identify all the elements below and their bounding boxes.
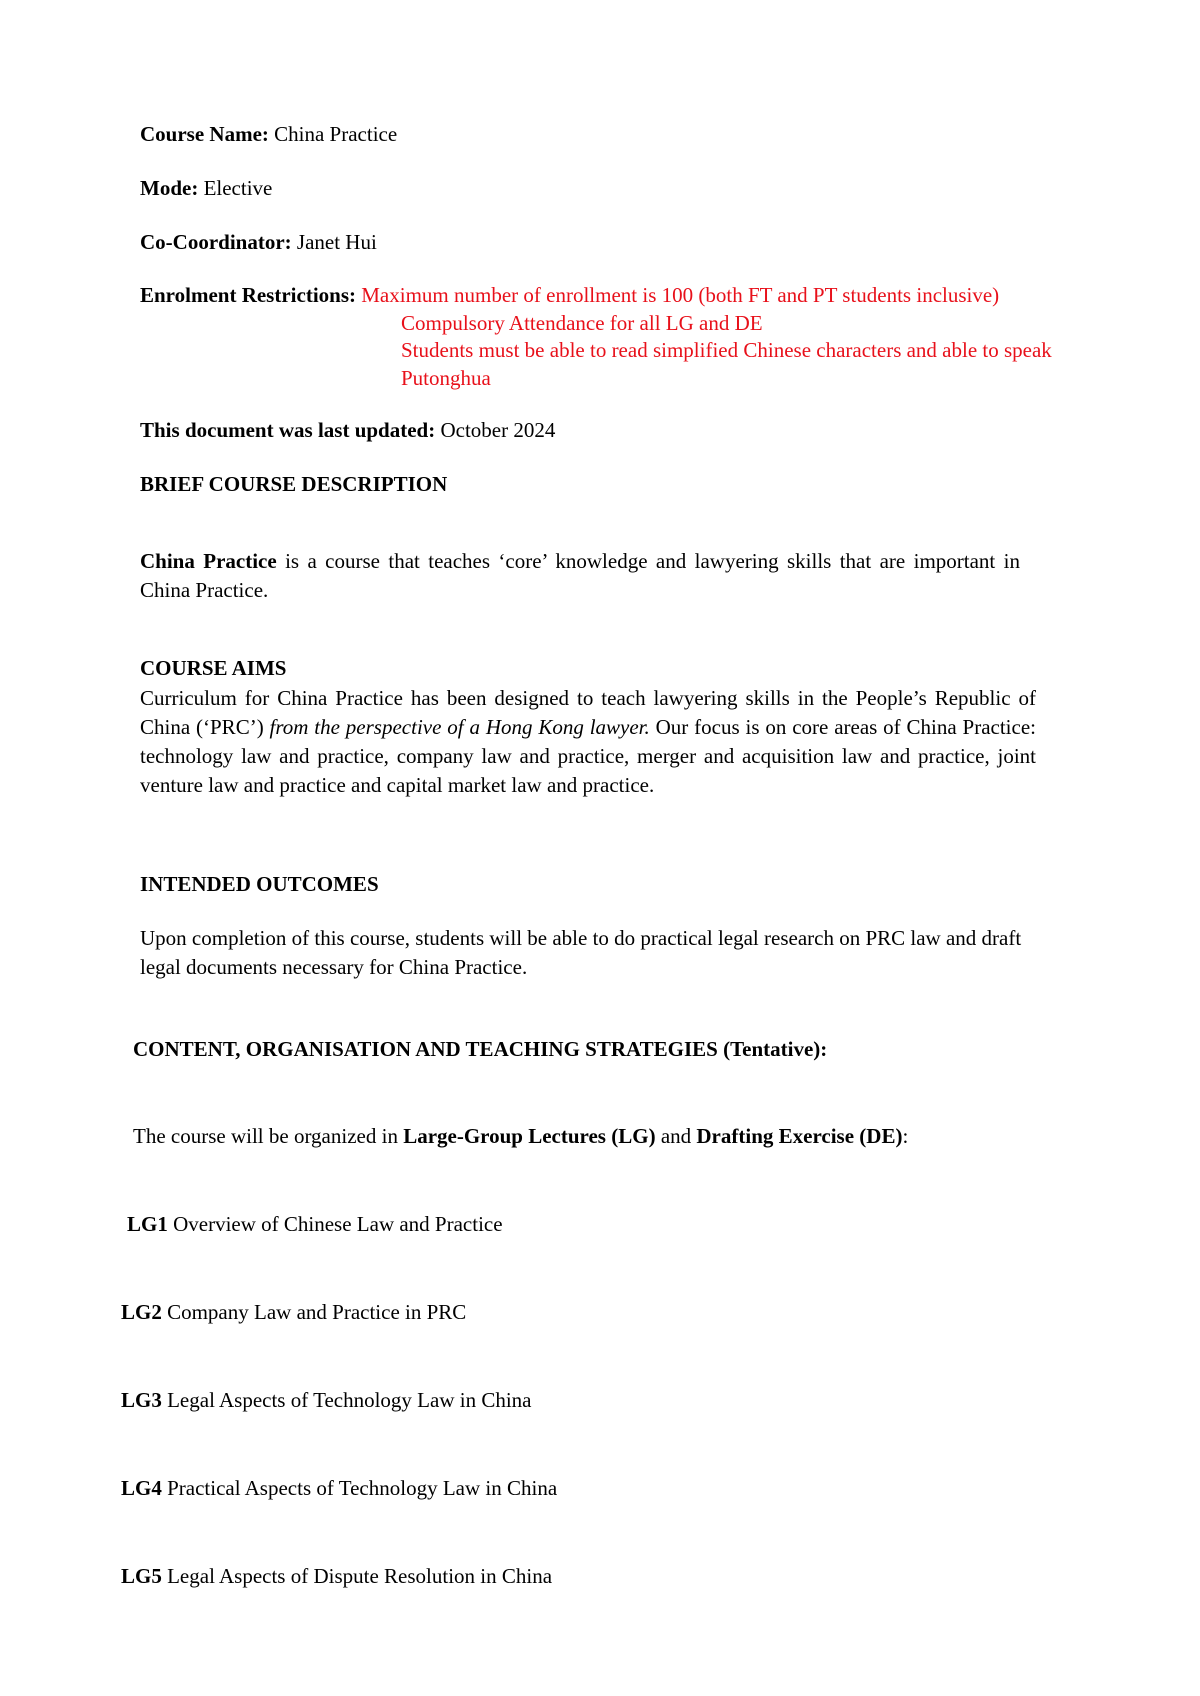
enrolment-label: Enrolment Restrictions:	[140, 283, 356, 307]
lecture-item	[127, 1210, 503, 1238]
aims-text-2: Our focus is on core areas of China Practice: technology law and practice, company law and practice, merger and acquisition law and practice, joint venture law and practice and capital market law and practice.	[140, 715, 1036, 797]
course-name-value: China Practice	[274, 122, 398, 146]
lecture-item	[121, 1562, 552, 1590]
content-lg-bold: Large-Group Lectures (LG)	[403, 1124, 656, 1148]
mode-row	[140, 174, 272, 202]
lecture-title: Practical Aspects of Technology Law in China	[161, 1476, 558, 1500]
co-coordinator-label: Co-Coordinator:	[140, 230, 292, 254]
lecture-code: LG1	[127, 1212, 168, 1236]
lecture-title: Company Law and Practice in PRC	[161, 1300, 467, 1324]
last-updated-row	[140, 416, 555, 444]
lecture-code: LG2	[121, 1300, 162, 1324]
enrolment-row	[140, 281, 999, 309]
lecture-code: LG5	[121, 1564, 162, 1588]
outcomes-heading: INTENDED OUTCOMES	[140, 872, 379, 896]
brief-bold-lead: China Practice	[140, 549, 277, 573]
content-intro-2: and	[655, 1124, 697, 1148]
enrolment-line-4: Putonghua	[401, 366, 491, 390]
co-coordinator-value: Janet Hui	[296, 230, 377, 254]
co-coordinator-row	[140, 228, 377, 256]
enrolment-line-3: Students must be able to read simplified Chinese characters and able to speak	[401, 338, 1052, 362]
brief-paragraph	[140, 547, 1020, 605]
content-de-bold: Drafting Exercise (DE)	[696, 1124, 903, 1148]
lecture-code: LG4	[121, 1476, 162, 1500]
lecture-item	[121, 1474, 557, 1502]
content-intro-3: :	[902, 1124, 909, 1148]
mode-label: Mode:	[140, 176, 199, 200]
course-name-label: Course Name:	[140, 122, 269, 146]
enrolment-line-1: Maximum number of enrollment is 100 (both FT and PT students inclusive)	[361, 283, 1000, 307]
lecture-title: Legal Aspects of Technology Law in China	[161, 1388, 532, 1412]
lecture-title: Legal Aspects of Dispute Resolution in China	[161, 1564, 553, 1588]
mode-value: Elective	[203, 176, 273, 200]
aims-italic: from the perspective of a Hong Kong lawyer.	[269, 715, 650, 739]
brief-text: is a course that teaches ‘core’ knowledge and lawyering skills that are important in China Practice.	[140, 549, 1020, 602]
brief-heading: BRIEF COURSE DESCRIPTION	[140, 472, 448, 496]
outcomes-paragraph: Upon completion of this course, students will be able to do practical legal research on PRC law and draft legal documents necessary for China Practice.	[140, 926, 1022, 979]
lecture-item	[121, 1298, 466, 1326]
course-name-row	[140, 120, 397, 148]
enrolment-line-2: Compulsory Attendance for all LG and DE	[401, 311, 763, 335]
lecture-item	[121, 1386, 532, 1414]
lecture-title: Overview of Chinese Law and Practice	[167, 1212, 503, 1236]
content-intro-1: The course will be organized in	[133, 1124, 404, 1148]
last-updated-value: October 2024	[440, 418, 556, 442]
content-heading: CONTENT, ORGANISATION AND TEACHING STRATEGIES (Tentative):	[133, 1037, 828, 1061]
last-updated-label: This document was last updated:	[140, 418, 436, 442]
aims-text-1: Curriculum for China Practice has been designed to teach lawyering skills in the People’s Republic of China (‘PRC’)	[140, 686, 1036, 739]
lecture-code: LG3	[121, 1388, 162, 1412]
aims-paragraph	[140, 684, 1036, 800]
content-intro	[133, 1122, 908, 1150]
aims-heading: COURSE AIMS	[140, 656, 287, 680]
